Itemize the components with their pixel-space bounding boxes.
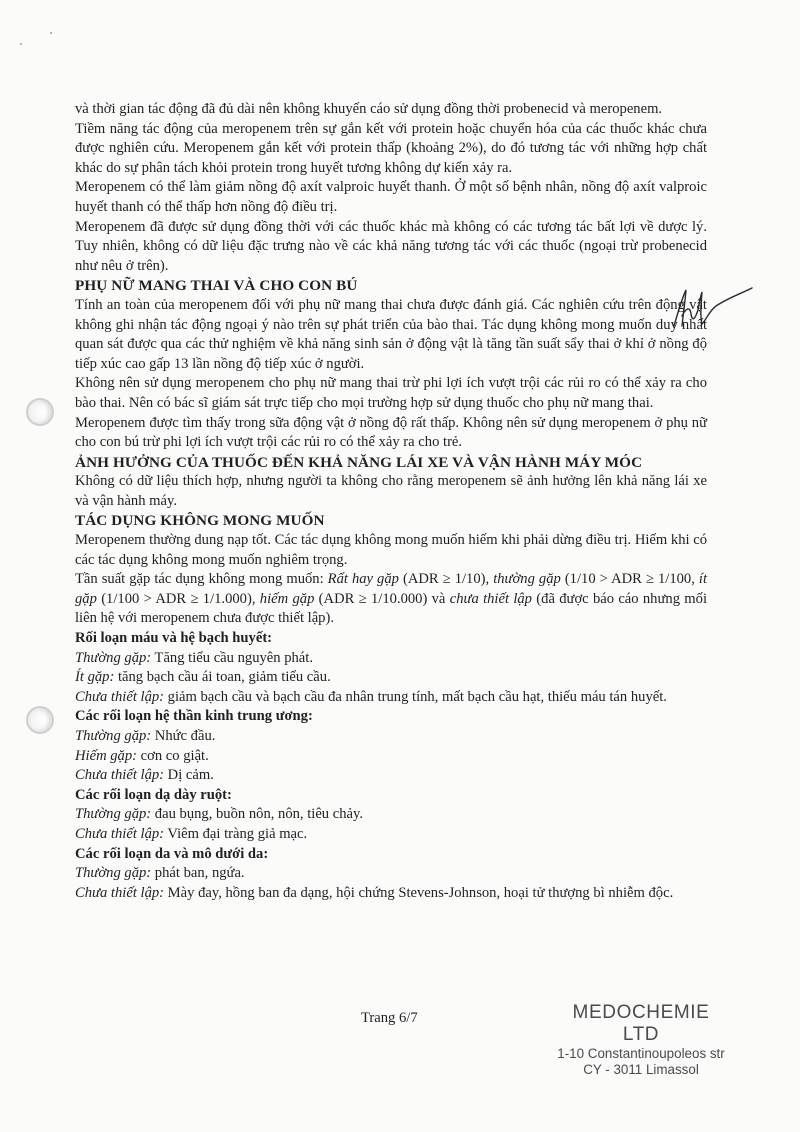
adverse-effects-sections — [75, 629, 707, 903]
paragraph-breastfeeding: Meropenem được tìm thấy trong sữa động vật ở nồng độ rất thấp. Không nên sử dụng meropenem ở phụ nữ cho con bú trừ phi lợi ích vượt trội các rủi ro có thể xảy ra cho trẻ. — [75, 414, 707, 451]
frequency-text: (ADR ≥ 1/10.000) và — [314, 590, 450, 607]
frequency-term: Rất hay gặp — [327, 571, 399, 588]
effect-item — [75, 825, 707, 845]
paragraph-tolerance: Meropenem thường dung nạp tốt. Các tác dụng không mong muốn hiếm khi phải dừng điều trị. Hiếm khi có các tác dụng không mong muốn nghiêm trọng. — [75, 532, 707, 568]
heading-pregnancy: PHỤ NỮ MANG THAI VÀ CHO CON BÚ — [75, 277, 358, 295]
punch-hole-bottom — [26, 706, 54, 734]
effect-item — [75, 668, 707, 688]
effect-text: giảm bạch cầu và bạch cầu đa nhân trung tính, mất bạch cầu hạt, thiếu máu tán huyết. — [164, 688, 667, 705]
paragraph-pregnancy-safety: Tính an toàn của meropenem đối với phụ nữ mang thai chưa được đánh giá. Các nghiên cứu trên động vật không ghi nhận tác động ngoại ý nào trên sự phát triển của bào thai. Tác dụng không mong muốn duy nhất quan sát được qua các thử nghiệm về khả năng sinh sản ở động vật là tăng tần suất sẩy thai ở khỉ ở nồng độ tiếp xúc cao gấp 13 lần nồng độ tiếp xúc ở người. — [75, 296, 707, 372]
effect-item — [75, 688, 707, 708]
paragraph-probenecid: và thời gian tác động đã đủ dài nên không khuyến cáo sử dụng đồng thời probenecid và meropenem. — [75, 101, 663, 117]
effect-text: Mày đay, hồng ban đa dạng, hội chứng Stevens-Johnson, hoại tử thượng bì nhiễm độc. — [164, 884, 674, 901]
heading-driving: ẢNH HƯỞNG CỦA THUỐC ĐẾN KHẢ NĂNG LÁI XE VÀ VẬN HÀNH MÁY MÓC — [75, 453, 643, 471]
company-name: MEDOCHEMIE LTD — [572, 1002, 710, 1045]
frequency-label: Chưa thiết lập: — [75, 767, 165, 784]
frequency-term: chưa thiết lập — [449, 590, 532, 607]
paragraph-pregnancy-advice: Không nên sử dụng meropenem cho phụ nữ mang thai trừ phi lợi ích vượt trội các rủi ro có thể xảy ra cho bào thai. Nên có bác sĩ giám sát trực tiếp cho mọi trường hợp sử dụng thuốc cho phụ nữ mang thai. — [75, 375, 707, 411]
company-address-line1: 1-10 Constantinoupoleos str — [557, 1046, 725, 1061]
frequency-text: (đã được báo cáo nhưng mối liên hệ với meropenem chưa được thiết lập). — [75, 590, 707, 627]
effect-text: Viêm đại tràng giả mạc. — [164, 825, 308, 842]
effect-text: đau bụng, buồn nôn, nôn, tiêu chảy. — [151, 806, 364, 823]
section-heading: Các rối loạn dạ dày ruột: — [75, 786, 232, 803]
frequency-label: Chưa thiết lập: — [75, 688, 165, 705]
heading-adverse-effects: TÁC DỤNG KHÔNG MONG MUỐN — [75, 512, 325, 530]
paragraph-protein-binding: Tiềm năng tác động của meropenem trên sự gắn kết với protein hoặc chuyển hóa của các thuốc khác chưa được nghiên cứu. Meropenem gắn kết với protein thấp (khoảng 2%), do đó tương tác với những hợp chất khác do sự phân tách khỏi protein trong huyết tương không dự kiến xảy ra. — [75, 120, 707, 176]
section-heading: Rối loạn máu và hệ bạch huyết: — [75, 630, 273, 647]
effect-item — [75, 649, 707, 669]
frequency-term: hiếm gặp — [259, 590, 315, 607]
effect-item — [75, 864, 707, 884]
company-address-line2: CY - 3011 Limassol — [583, 1062, 699, 1077]
frequency-label: Thường gặp: — [75, 728, 152, 744]
effect-item — [75, 727, 707, 747]
frequency-label: Ít gặp: — [75, 669, 115, 686]
scan-speck — [20, 43, 22, 45]
paragraph-driving: Không có dữ liệu thích hợp, nhưng người ta không cho rằng meropenem sẽ ảnh hưởng lên khả năng lái xe và vận hành máy. — [75, 473, 707, 509]
effect-item — [75, 884, 707, 904]
effect-item — [75, 747, 707, 767]
effect-text: cơn co giật. — [137, 747, 209, 764]
frequency-text: (1/10 > ADR ≥ 1/100, — [560, 571, 699, 588]
frequency-term: thường gặp — [493, 571, 561, 588]
scan-speck — [50, 32, 52, 34]
document-body — [75, 100, 707, 903]
page-number: Trang 6/7 — [361, 1010, 418, 1026]
effect-text: Nhức đầu. — [151, 728, 216, 744]
frequency-label: Thường gặp: — [75, 649, 152, 666]
frequency-text: Tần suất gặp tác dụng không mong muốn: — [75, 571, 328, 588]
frequency-label: Chưa thiết lập: — [75, 825, 165, 842]
frequency-label: Hiếm gặp: — [75, 747, 138, 764]
frequency-term: ít gặp — [75, 571, 707, 607]
company-stamp — [556, 1002, 726, 1078]
effect-item — [75, 766, 707, 786]
paragraph-valproic: Meropenem có thể làm giảm nồng độ axít valproic huyết thanh. Ở một số bệnh nhân, nồng độ axít valproic huyết thanh có thể thấp hơn nồng độ điều trị. — [75, 179, 707, 215]
section-heading: Các rối loạn hệ thần kinh trung ương: — [75, 708, 313, 725]
paragraph-interactions: Meropenem đã được sử dụng đồng thời với các thuốc khác mà không có các tương tác bất lợi về dược lý. Tuy nhiên, không có dữ liệu đặc trưng nào về các khả năng tương tác với các thuốc (ngoại trừ probenecid như nêu ở trên). — [75, 218, 707, 274]
frequency-label: Chưa thiết lập: — [75, 884, 165, 901]
paragraph-frequency — [75, 570, 707, 629]
effect-text: tăng bạch cầu ái toan, giảm tiểu cầu. — [114, 669, 331, 686]
effect-text: Dị cảm. — [164, 767, 214, 784]
frequency-label: Thường gặp: — [75, 865, 152, 882]
punch-hole-top — [26, 398, 54, 426]
frequency-text: (1/100 > ADR ≥ 1/1.000), — [96, 590, 260, 607]
section-heading: Các rối loạn da và mô dưới da: — [75, 845, 269, 862]
frequency-text: (ADR ≥ 1/10), — [398, 571, 494, 588]
effect-text: Tăng tiểu cầu nguyên phát. — [151, 649, 313, 666]
effect-item — [75, 805, 707, 825]
frequency-label: Thường gặp: — [75, 806, 152, 823]
effect-text: phát ban, ngứa. — [151, 865, 245, 882]
